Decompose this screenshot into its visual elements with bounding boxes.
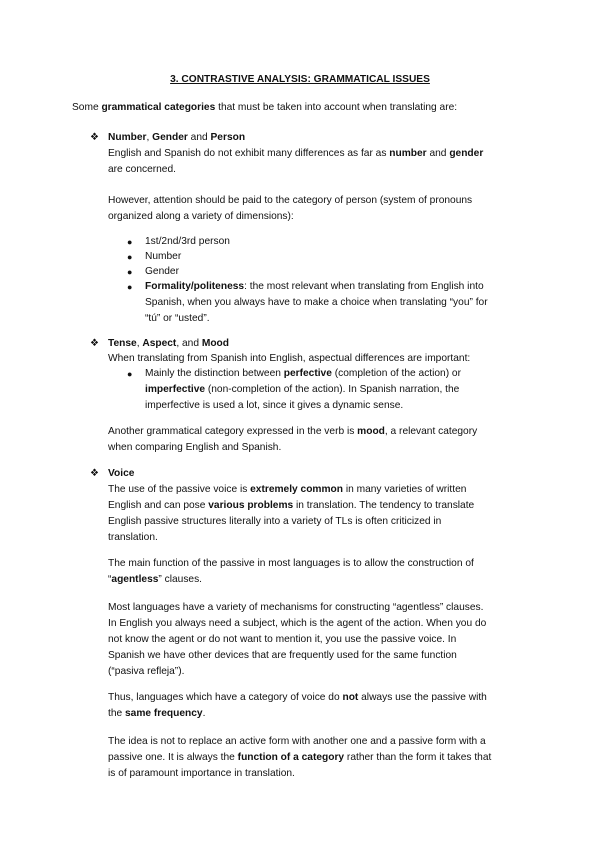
text: The use of the passive voice is bbox=[108, 484, 251, 495]
text: English and Spanish do not exhibit many differences as far as bbox=[108, 148, 390, 159]
paragraph-line: In English you always need a subject, which is the agent of the action. When you do bbox=[108, 618, 487, 629]
list-item bbox=[145, 279, 484, 295]
diamond-bullet-icon: ❖ bbox=[90, 132, 99, 143]
bold-text: Aspect bbox=[142, 338, 177, 349]
bold-text: number bbox=[389, 148, 427, 159]
section-heading-tense-aspect-mood bbox=[108, 336, 229, 352]
list-item-continuation: imperfective is used a lot, since it gives a dynamic sense. bbox=[145, 400, 404, 411]
text: always use the passive with bbox=[358, 692, 487, 703]
paragraph-line: (“pasiva refleja”). bbox=[108, 666, 185, 677]
text: “ bbox=[108, 574, 112, 585]
list-item-continuation: “tú” or “usted”. bbox=[145, 313, 210, 324]
bold-text: imperfective bbox=[145, 384, 206, 395]
text: , a relevant category bbox=[384, 426, 478, 437]
paragraph-line: are concerned. bbox=[108, 164, 176, 175]
section-heading-voice: Voice bbox=[108, 468, 135, 479]
text: ” clauses. bbox=[158, 574, 203, 585]
bold-text: mood bbox=[357, 426, 385, 437]
paragraph-line: The idea is not to replace an active form with another one and a passive form with a bbox=[108, 736, 486, 747]
paragraph-line bbox=[108, 146, 483, 162]
bold-text: Formality/politeness bbox=[145, 281, 245, 292]
paragraph-line: However, attention should be paid to the category of person (system of pronouns bbox=[108, 195, 473, 206]
list-item bbox=[145, 366, 461, 382]
round-bullet-icon: ● bbox=[127, 237, 133, 247]
paragraph-line bbox=[108, 572, 202, 588]
diamond-bullet-icon: ❖ bbox=[90, 468, 99, 479]
text: and bbox=[187, 132, 211, 143]
list-item-continuation bbox=[145, 382, 459, 398]
round-bullet-icon: ● bbox=[127, 267, 133, 277]
section-heading-number-gender-person bbox=[108, 130, 245, 146]
paragraph-line bbox=[108, 706, 205, 722]
paragraph-line: translation. bbox=[108, 532, 158, 543]
text: Another grammatical category expressed in the verb is bbox=[108, 426, 358, 437]
list-item: Gender bbox=[145, 266, 179, 277]
text: rather than the form it takes that bbox=[344, 752, 492, 763]
text: that must be taken into account when translating are: bbox=[215, 102, 458, 113]
bold-text: same frequency bbox=[125, 708, 203, 719]
text: , bbox=[136, 338, 143, 349]
bold-text: extremely common bbox=[250, 484, 343, 495]
text: (completion of the action) or bbox=[331, 368, 461, 379]
list-item: Number bbox=[145, 251, 182, 262]
bold-text: various problems bbox=[208, 500, 294, 511]
bold-text: not bbox=[342, 692, 359, 703]
paragraph-line bbox=[108, 750, 491, 766]
paragraph-line: not know the agent or do not want to mention it, you use the passive voice. In bbox=[108, 634, 457, 645]
text: passive one. It is always the bbox=[108, 752, 238, 763]
text: English and can pose bbox=[108, 500, 209, 511]
text: Mainly the distinction between bbox=[145, 368, 284, 379]
paragraph-line: Spanish we have other devices that are frequently used for the same function bbox=[108, 650, 457, 661]
paragraph-line bbox=[108, 498, 474, 514]
bold-text: agentless bbox=[111, 574, 159, 585]
bold-text: Person bbox=[210, 132, 246, 143]
paragraph-line: When translating from Spanish into English, aspectual differences are important: bbox=[108, 353, 471, 364]
bold-text: gender bbox=[449, 148, 484, 159]
paragraph-line bbox=[108, 424, 477, 440]
diamond-bullet-icon: ❖ bbox=[90, 338, 99, 349]
page-title: 3. CONTRASTIVE ANALYSIS: GRAMMATICAL ISSUES bbox=[170, 74, 430, 85]
text: in many varieties of written bbox=[343, 484, 467, 495]
round-bullet-icon: ● bbox=[127, 282, 133, 292]
paragraph-line: English passive structures literally into a variety of TLs is often criticized in bbox=[108, 516, 442, 527]
text: Thus, languages which have a category of voice do bbox=[108, 692, 343, 703]
text: the bbox=[108, 708, 125, 719]
paragraph-line: organized along a variety of dimensions): bbox=[108, 211, 294, 222]
paragraph-line: when comparing English and Spanish. bbox=[108, 442, 282, 453]
paragraph-line bbox=[108, 482, 466, 498]
bold-text: Number bbox=[108, 132, 147, 143]
bold-text: Tense bbox=[108, 338, 137, 349]
list-item: 1st/2nd/3rd person bbox=[145, 236, 230, 247]
bold-text: perfective bbox=[283, 368, 332, 379]
text: , and bbox=[176, 338, 202, 349]
paragraph-line: Most languages have a variety of mechanisms for constructing “agentless” clauses. bbox=[108, 602, 484, 613]
round-bullet-icon: ● bbox=[127, 369, 133, 379]
bold-text: Mood bbox=[201, 338, 229, 349]
text: , bbox=[146, 132, 153, 143]
paragraph-line: is of paramount importance in translation. bbox=[108, 768, 295, 779]
paragraph-line bbox=[108, 690, 487, 706]
text: in translation. The tendency to translate bbox=[293, 500, 475, 511]
round-bullet-icon: ● bbox=[127, 252, 133, 262]
text: (non-completion of the action). In Spanish narration, the bbox=[205, 384, 460, 395]
bold-text: grammatical categories bbox=[101, 102, 216, 113]
intro-line bbox=[72, 100, 457, 116]
text: Some bbox=[72, 102, 102, 113]
paragraph-line: The main function of the passive in most languages is to allow the construction of bbox=[108, 558, 474, 569]
text: : the most relevant when translating from English into bbox=[244, 281, 484, 292]
bold-text: function of a category bbox=[237, 752, 345, 763]
list-item-continuation: Spanish, when you always have to make a choice when translating “you” for bbox=[145, 297, 488, 308]
text: . bbox=[202, 708, 206, 719]
bold-text: Gender bbox=[152, 132, 188, 143]
text: and bbox=[426, 148, 450, 159]
